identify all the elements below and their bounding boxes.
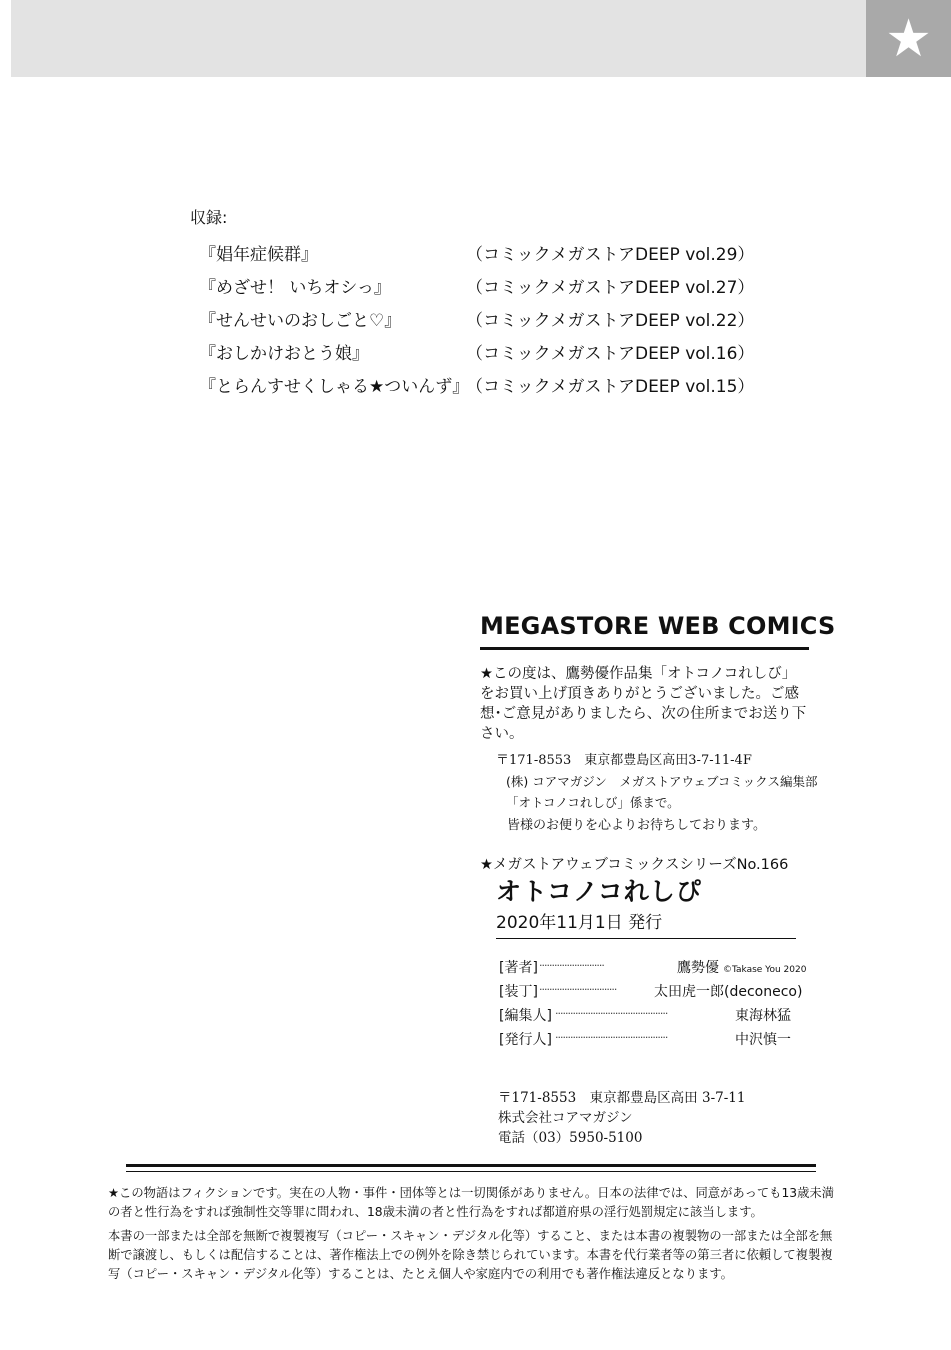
- credit-row: [499, 1029, 804, 1053]
- credit-label: [著者]: [499, 960, 538, 976]
- story-title: 『娼年症候群』: [199, 245, 318, 265]
- star-icon: ★: [885, 8, 932, 69]
- story-source: （コミックメガストアDEEP vol.16）: [466, 344, 755, 364]
- copyright-notice: 本書の一部または全部を無断で複製複写（コピー・スキャン・デジタル化等）すること、または本書の複製物の一部または全部を無断で譲渡し、もしくは配信することは、著作権法上での例外を除き禁じられています。本書を代行業者等の第三者に依頼して複製複写（コピー・スキャン・デジタル化等）することは、たとえ個人や家庭内での利用でも著作権法違反となります。: [108, 1229, 833, 1281]
- story-title: 『せんせいのおしごと♡』: [199, 311, 402, 331]
- story-title: 『おしかけおとう娘』: [199, 344, 369, 364]
- publisher-line: 電話（03）5950-5100: [498, 1130, 643, 1146]
- publish-date: 2020年11月1日 発行: [496, 913, 663, 933]
- divider: [126, 1164, 816, 1167]
- list-item: [190, 372, 790, 405]
- list-item: [190, 273, 790, 306]
- divider: [496, 938, 796, 939]
- address-line: 皆様のお便りを心よりお待ちしております。: [507, 818, 766, 833]
- credit-label: [発行人]: [499, 1032, 552, 1048]
- credit-name: 中沢慎一: [735, 1032, 791, 1048]
- copyright-note: ©Takase You 2020: [723, 965, 807, 975]
- story-source: （コミックメガストアDEEP vol.27）: [466, 278, 755, 298]
- story-title: 『めざせ！ いちオシっ』: [199, 278, 391, 298]
- series-number: ★メガストアウェブコミックスシリーズNo.166: [480, 857, 789, 873]
- thank-you-message: ★この度は、鷹勢優作品集「オトコノコれしび」をお買い上げ頂きありがとうございました。ご感想･ご意見がありましたら、次の住所までお送り下さい。: [480, 666, 807, 742]
- leader-dots: ·············································: [555, 1007, 668, 1020]
- publisher-line: 株式会社コアマガジン: [498, 1110, 633, 1126]
- list-item: [190, 339, 790, 372]
- story-source: （コミックメガストアDEEP vol.15）: [466, 377, 755, 397]
- leader-dots: ·······························: [539, 983, 617, 996]
- address-line: 「オトコノコれしび」係まで。: [506, 795, 680, 810]
- leader-dots: ··························: [539, 959, 604, 972]
- publisher-info: [498, 1088, 745, 1148]
- star-tab: [866, 0, 951, 77]
- credit-name: 太田虎一郎(deconeco): [654, 984, 803, 1000]
- contents-heading: 収録:: [190, 208, 228, 227]
- divider: [126, 1171, 816, 1172]
- divider: [480, 647, 809, 650]
- credit-name-wrap: [677, 957, 806, 977]
- credit-name: 鷹勢優: [677, 960, 719, 976]
- brand-logo-text: MEGASTORE WEB COMICS: [480, 612, 836, 640]
- fiction-notice: ★この物語はフィクションです。実在の人物・事件・団体等とは一切関係がありません。日本の法律では、同意があっても13歳未満の者と性行為をすれば強制性交等罪に問われ、18歳未満の者と性行為をすれば都道府県の淫行処罰規定に該当します。: [108, 1186, 834, 1219]
- book-title: オトコノコれしぴ: [496, 877, 702, 906]
- leader-dots: ·············································: [555, 1031, 668, 1044]
- credits-list: [499, 957, 807, 1053]
- reader-mail-address: [496, 750, 816, 836]
- header-bar: [11, 0, 866, 77]
- address-line: 〒171-8553 東京都豊島区高田3-7-11-4F: [496, 753, 752, 768]
- story-title: 『とらんすせくしゃる★ついんず』: [199, 377, 470, 397]
- credit-row: [499, 1005, 804, 1029]
- story-source: （コミックメガストアDEEP vol.22）: [466, 311, 755, 331]
- story-source: （コミックメガストアDEEP vol.29）: [466, 245, 755, 265]
- credit-row: [499, 957, 807, 981]
- list-item: [190, 240, 790, 273]
- address-line: (株) コアマガジン メガストアウェブコミックス編集部: [506, 774, 818, 789]
- list-item: [190, 306, 790, 339]
- credit-label: [装丁]: [499, 984, 538, 1000]
- credit-label: [編集人]: [499, 1008, 552, 1024]
- publisher-line: 〒171-8553 東京都豊島区高田 3-7-11: [498, 1090, 746, 1106]
- credit-name: 東海林猛: [735, 1008, 791, 1024]
- credit-row: [499, 981, 804, 1005]
- contents-list: [190, 205, 790, 405]
